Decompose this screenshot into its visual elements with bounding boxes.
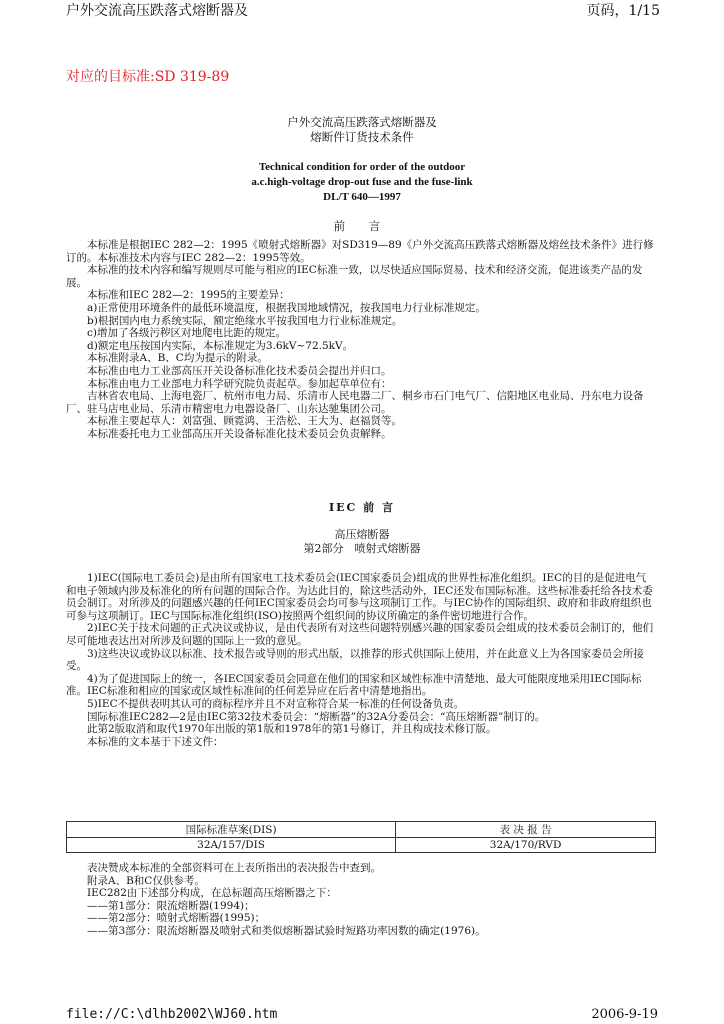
iec-foreword-body [66, 572, 656, 748]
title-cn-line-1: 户外交流高压跌落式熔断器及 [287, 115, 437, 129]
title-en-line-2: a.c.high-voltage drop-out fuse and the fuse-link [251, 176, 473, 188]
iec-title-line-1: 高压熔断器 [334, 528, 390, 541]
table-header-rvd: 表 决 报 告 [396, 822, 656, 838]
title-english [0, 160, 724, 205]
paragraph: 本标准是根据IEC 282—2：1995《喷射式熔断器》对SD319—89《户外交流高压跌落式熔断器及熔丝技术条件》进行修订的。本标准技术内容与IEC 282—2：1995等效。 [66, 239, 654, 264]
paragraph: 本标准的文本基于下述文件： [87, 735, 224, 748]
paragraph: 本标准主要起草人：刘富强、顾霓鸿、王浩松、王大为、赵福贤等。 [87, 415, 402, 428]
paragraph: a)正常使用环境条件的最低环境温度，根据我国地域情况，按我国电力行业标准规定。 [87, 301, 486, 314]
paragraph: 2)IEC关于技术问题的正式决议或协议，是由代表所有对这些问题特别感兴趣的国家委员会组成的技术委员会制订的，他们尽可能地表达出对所涉及问题的国际上一致的意见。 [66, 622, 654, 647]
paragraph: 本标准和IEC 282—2：1995的主要差异： [87, 289, 290, 302]
table-row [67, 838, 656, 853]
after-table-body [66, 862, 656, 938]
paragraph: 附录A、B和C仅供参考。 [87, 874, 205, 887]
title-cn-line-2: 熔断件订货技术条件 [310, 130, 414, 144]
header-title: 户外交流高压跌落式熔断器及 [66, 3, 248, 19]
paragraph: 本标准由电力工业部电力科学研究院负责起草。参加起草单位有： [87, 377, 392, 390]
vote-table [66, 821, 656, 853]
foreword-heading: 前 言 [333, 219, 391, 233]
target-standard: 对应的目标准:SD 319-89 [66, 69, 230, 85]
table-row [67, 822, 656, 838]
paragraph: 3)这些决议或协议以标准、技术报告或导则的形式出版，以推荐的形式供国际上使用，并在此意义上为各国家委员会所接受。 [66, 647, 644, 673]
paragraph: 5)IEC不提供表明其认可的商标程序并且不对宣称符合某一标准的任何设备负责。 [87, 697, 465, 710]
page-number: 页码，1/15 [586, 3, 660, 19]
iec-title [0, 528, 724, 556]
paragraph: 此第2版取消和取代1970年出版的第1版和1978年的第1号修订，并且构成技术修订版。 [87, 723, 497, 736]
paragraph: ——第1部分：限流熔断器(1994)； [87, 899, 255, 912]
paragraph: 本标准委托电力工业部高压开关设备标准化技术委员会负责解释。 [87, 427, 392, 440]
footer-date: 2006-9-19 [591, 1007, 658, 1022]
paragraph: ——第2部分：喷射式熔断器(1995)； [87, 912, 266, 925]
paragraph: 本标准的技术内容和编写规则尽可能与相应的IEC标准一致，以尽快适应国际贸易、技术和经济交流，促进该类产品的发展。 [66, 264, 643, 289]
paragraph: 1)IEC(国际电工委员会)是由所有国家电工技术委员会(IEC国家委员会)组成的世界性标准化组织。IEC的目的是促进电气和电子领域内涉及标准化的所有问题的国际合作。为达此目的，除这些活动外，IEC还发布国际标准。这些标准委托给各技术委员会制订。对所涉及的问题感兴趣的任何IEC国家委员会均可参与这项制订工作。与IEC协作的国际组织、政府和非政府组织也可参与这项制订。IEC与国际标准化组织(ISO)按照两个组织间的协议所确定的条件密切地进行合作。 [66, 572, 653, 622]
paragraph: 吉林省农电局、上海电瓷厂、杭州市电力局、乐清市人民电器二厂、桐乡市石门电气厂、信阳地区电业局、丹东电力设备厂、驻马店电业局、乐清市精密电力电器设备厂、山东达驰集团公司。 [66, 390, 644, 415]
paragraph: 本标准由电力工业部高压开关设备标准化技术委员会提出并归口。 [87, 364, 392, 377]
foreword-body [66, 239, 656, 441]
paragraph: 国际标准IEC282—2是由IEC第32技术委员会：“熔断器”的32A分委员会：“高压熔断器”制订的。 [87, 710, 546, 723]
paragraph: d)额定电压按国内实际，本标准规定为3.6kV~72.5kV。 [87, 339, 354, 352]
title-en-line-1: Technical condition for order of the outdoor [258, 161, 466, 173]
iec-foreword-heading: IEC 前 言 [329, 501, 395, 514]
paragraph: ——第3部分：限流熔断器及喷射式和类似熔断器试验时短路功率因数的确定(1976)。 [87, 924, 486, 937]
standard-number: DL/T 640—1997 [323, 191, 401, 203]
table-cell-dis: 32A/157/DIS [67, 838, 396, 853]
paragraph: 表决赞成本标准的全部资料可在上表所指出的表决报告中查到。 [87, 862, 381, 874]
paragraph: 本标准附录A、B、C均为提示的附录。 [87, 352, 268, 365]
paragraph: IEC282由下述部分构成，在总标题高压熔断器之下： [87, 887, 337, 900]
paragraph: 4)为了促进国际上的统一，各IEC国家委员会同意在他们的国家和区域性标准中清楚地、最大可能限度地采用IEC国际标准。IEC标准和相应的国家或区域性标准间的任何差异应在后者中清楚地指出。 [66, 672, 642, 698]
paragraph: c)增加了各级污秽区对地爬电比距的规定。 [87, 327, 286, 340]
title-chinese [0, 115, 724, 145]
iec-title-line-2: 第2部分 喷射式熔断器 [303, 542, 421, 555]
table-cell-rvd: 32A/170/RVD [396, 838, 656, 853]
table-header-dis: 国际标准草案(DIS) [67, 822, 396, 838]
footer-file-path: file://C:\dlhb2002\WJ60.htm [66, 1007, 278, 1022]
paragraph: b)根据国内电力系统实际，额定绝缘水平按我国电力行业标准规定。 [87, 314, 403, 327]
